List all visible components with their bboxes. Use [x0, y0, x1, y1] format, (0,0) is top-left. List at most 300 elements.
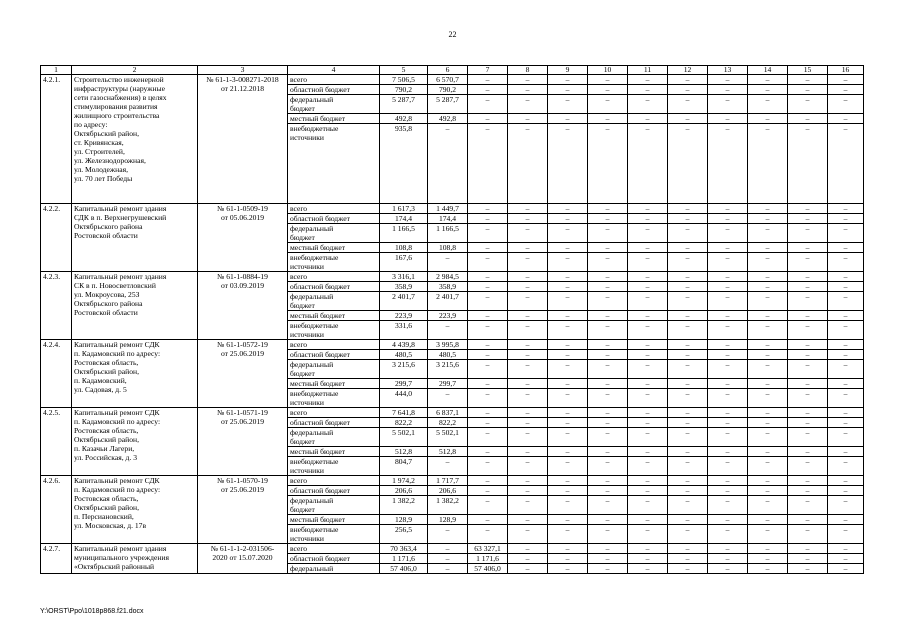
value-col-10: –	[588, 253, 628, 272]
value-col-5: 223,9	[380, 311, 428, 321]
value-col-13: –	[708, 321, 748, 340]
value-col-6: 174,4	[428, 214, 468, 224]
value-col-13: –	[708, 124, 748, 204]
value-col-7: –	[468, 272, 508, 282]
value-col-13: –	[708, 544, 748, 554]
value-col-15: –	[788, 243, 828, 253]
value-col-5: 3 215,6	[380, 360, 428, 379]
value-col-6: 790,2	[428, 85, 468, 95]
value-col-8: –	[508, 282, 548, 292]
value-col-9: –	[548, 428, 588, 447]
value-col-12: –	[668, 360, 708, 379]
value-col-13: –	[708, 272, 748, 282]
value-col-11: –	[628, 457, 668, 476]
value-col-6: –	[428, 253, 468, 272]
value-col-10: –	[588, 321, 628, 340]
value-col-13: –	[708, 350, 748, 360]
value-col-15: –	[788, 525, 828, 544]
value-col-11: –	[628, 282, 668, 292]
value-col-7: –	[468, 321, 508, 340]
value-col-5: 790,2	[380, 85, 428, 95]
value-col-9: –	[548, 525, 588, 544]
value-col-14: –	[748, 428, 788, 447]
value-col-13: –	[708, 564, 748, 574]
table-row	[41, 408, 864, 418]
value-col-15: –	[788, 204, 828, 214]
value-col-15: –	[788, 515, 828, 525]
value-col-9: –	[548, 360, 588, 379]
value-col-7: –	[468, 457, 508, 476]
value-col-12: –	[668, 243, 708, 253]
value-col-10: –	[588, 544, 628, 554]
value-col-5: 167,6	[380, 253, 428, 272]
expertise-document: № 61-1-0884-19 от 03.09.2019	[198, 272, 288, 340]
value-col-7: –	[468, 124, 508, 204]
value-col-7: –	[468, 428, 508, 447]
value-col-7: –	[468, 114, 508, 124]
value-col-16: –	[828, 75, 864, 85]
value-col-13: –	[708, 95, 748, 114]
value-col-13: –	[708, 554, 748, 564]
value-col-12: –	[668, 486, 708, 496]
object-name: Капитальный ремонт здания СДК в п. Верхнегрушевский Октябрьского района Ростовской области	[72, 204, 198, 272]
value-col-5: 4 439,8	[380, 340, 428, 350]
value-col-14: –	[748, 114, 788, 124]
funding-source: всего	[288, 476, 380, 486]
value-col-8: –	[508, 224, 548, 243]
value-col-12: –	[668, 554, 708, 564]
value-col-12: –	[668, 204, 708, 214]
value-col-8: –	[508, 85, 548, 95]
item-number: 4.2.3.	[41, 272, 72, 340]
value-col-5: 57 406,0	[380, 564, 428, 574]
value-col-14: –	[748, 496, 788, 515]
value-col-5: 1 166,5	[380, 224, 428, 243]
value-col-16: –	[828, 525, 864, 544]
funding-source: всего	[288, 75, 380, 85]
value-col-8: –	[508, 447, 548, 457]
funding-source: областной бюджет	[288, 350, 380, 360]
value-col-9: –	[548, 272, 588, 282]
value-col-15: –	[788, 272, 828, 282]
value-col-12: –	[668, 389, 708, 408]
value-col-11: –	[628, 350, 668, 360]
value-col-16: –	[828, 496, 864, 515]
value-col-12: –	[668, 253, 708, 272]
value-col-16: –	[828, 447, 864, 457]
value-col-14: –	[748, 360, 788, 379]
value-col-14: –	[748, 486, 788, 496]
value-col-10: –	[588, 389, 628, 408]
value-col-16: –	[828, 350, 864, 360]
value-col-6: –	[428, 525, 468, 544]
value-col-6: 223,9	[428, 311, 468, 321]
value-col-13: –	[708, 379, 748, 389]
value-col-15: –	[788, 360, 828, 379]
value-col-11: –	[628, 486, 668, 496]
value-col-16: –	[828, 544, 864, 554]
object-name: Капитальный ремонт СДК п. Кадамовский по адресу: Ростовская область, Октябрьский район, п. Казачьи Лагери, ул. Российская, д. 3	[72, 408, 198, 476]
value-col-16: –	[828, 114, 864, 124]
value-col-9: –	[548, 95, 588, 114]
value-col-5: 358,9	[380, 282, 428, 292]
value-col-9: –	[548, 75, 588, 85]
value-col-5: 174,4	[380, 214, 428, 224]
value-col-10: –	[588, 124, 628, 204]
value-col-11: –	[628, 418, 668, 428]
value-col-8: –	[508, 379, 548, 389]
value-col-5: 492,8	[380, 114, 428, 124]
funding-source: федеральный бюджет	[288, 292, 380, 311]
value-col-5: 5 502,1	[380, 428, 428, 447]
value-col-11: –	[628, 253, 668, 272]
funding-source: местный бюджет	[288, 243, 380, 253]
value-col-11: –	[628, 124, 668, 204]
value-col-16: –	[828, 292, 864, 311]
financing-table	[40, 65, 864, 574]
value-col-6: 128,9	[428, 515, 468, 525]
value-col-5: 1 974,2	[380, 476, 428, 486]
column-header: 16	[828, 66, 864, 75]
item-number: 4.2.6.	[41, 476, 72, 544]
value-col-11: –	[628, 85, 668, 95]
value-col-5: 1 382,2	[380, 496, 428, 515]
value-col-13: –	[708, 243, 748, 253]
column-header: 12	[668, 66, 708, 75]
value-col-6: 6 837,1	[428, 408, 468, 418]
value-col-12: –	[668, 515, 708, 525]
value-col-14: –	[748, 564, 788, 574]
value-col-13: –	[708, 292, 748, 311]
item-number: 4.2.2.	[41, 204, 72, 272]
value-col-8: –	[508, 204, 548, 214]
value-col-12: –	[668, 418, 708, 428]
value-col-16: –	[828, 124, 864, 204]
value-col-15: –	[788, 379, 828, 389]
value-col-6: 492,8	[428, 114, 468, 124]
value-col-7: –	[468, 360, 508, 379]
value-col-7: –	[468, 85, 508, 95]
value-col-5: 206,6	[380, 486, 428, 496]
funding-source: внебюджетные источники	[288, 525, 380, 544]
value-col-6: 822,2	[428, 418, 468, 428]
value-col-13: –	[708, 496, 748, 515]
value-col-8: –	[508, 95, 548, 114]
value-col-9: –	[548, 340, 588, 350]
value-col-13: –	[708, 311, 748, 321]
value-col-14: –	[748, 85, 788, 95]
value-col-11: –	[628, 292, 668, 311]
value-col-5: 299,7	[380, 379, 428, 389]
value-col-16: –	[828, 486, 864, 496]
value-col-14: –	[748, 272, 788, 282]
value-col-7: –	[468, 515, 508, 525]
value-col-9: –	[548, 253, 588, 272]
value-col-12: –	[668, 114, 708, 124]
value-col-15: –	[788, 124, 828, 204]
value-col-6: –	[428, 389, 468, 408]
expertise-document: № 61-1-3-008271-2018 от 21.12.2018	[198, 75, 288, 204]
value-col-14: –	[748, 204, 788, 214]
value-col-5: 7 506,5	[380, 75, 428, 85]
column-header: 2	[72, 66, 198, 75]
object-name: Строительство инженерной инфраструктуры (наружные сети газоснабжения) в целях стимулирования развития жилищного строительства по адресу: Октябрьский район, ст. Кривянская, ул. Строителей, ул. Железнодорожная, ул. Молодежная, ул. 70 лет Победы	[72, 75, 198, 204]
value-col-10: –	[588, 525, 628, 544]
value-col-6: 1 166,5	[428, 224, 468, 243]
value-col-16: –	[828, 204, 864, 214]
value-col-16: –	[828, 389, 864, 408]
value-col-6: 1 717,7	[428, 476, 468, 486]
value-col-15: –	[788, 447, 828, 457]
value-col-12: –	[668, 408, 708, 418]
value-col-5: 2 401,7	[380, 292, 428, 311]
value-col-9: –	[548, 350, 588, 360]
value-col-10: –	[588, 515, 628, 525]
value-col-8: –	[508, 389, 548, 408]
table-row	[41, 204, 864, 214]
value-col-8: –	[508, 360, 548, 379]
value-col-14: –	[748, 476, 788, 486]
value-col-7: –	[468, 418, 508, 428]
value-col-9: –	[548, 204, 588, 214]
value-col-6: 2 984,5	[428, 272, 468, 282]
funding-source: областной бюджет	[288, 486, 380, 496]
value-col-11: –	[628, 515, 668, 525]
value-col-15: –	[788, 564, 828, 574]
value-col-15: –	[788, 544, 828, 554]
value-col-12: –	[668, 496, 708, 515]
value-col-9: –	[548, 292, 588, 311]
value-col-11: –	[628, 243, 668, 253]
value-col-13: –	[708, 515, 748, 525]
value-col-6: 6 570,7	[428, 75, 468, 85]
page-number: 22	[448, 30, 457, 39]
value-col-9: –	[548, 243, 588, 253]
value-col-8: –	[508, 515, 548, 525]
value-col-16: –	[828, 554, 864, 564]
value-col-14: –	[748, 447, 788, 457]
value-col-8: –	[508, 564, 548, 574]
value-col-5: 935,8	[380, 124, 428, 204]
value-col-7: –	[468, 476, 508, 486]
funding-source: федеральный бюджет	[288, 95, 380, 114]
value-col-13: –	[708, 340, 748, 350]
value-col-11: –	[628, 340, 668, 350]
value-col-9: –	[548, 515, 588, 525]
value-col-14: –	[748, 554, 788, 564]
value-col-15: –	[788, 311, 828, 321]
object-name: Капитальный ремонт здания СК в п. Новосветловский ул. Мокроусова, 25З Октябрьского района Ростовской области	[72, 272, 198, 340]
value-col-10: –	[588, 224, 628, 243]
value-col-14: –	[748, 525, 788, 544]
value-col-16: –	[828, 272, 864, 282]
value-col-6: 5 287,7	[428, 95, 468, 114]
column-header: 7	[468, 66, 508, 75]
column-header: 15	[788, 66, 828, 75]
value-col-8: –	[508, 544, 548, 554]
value-col-14: –	[748, 224, 788, 243]
value-col-16: –	[828, 408, 864, 418]
value-col-6: 358,9	[428, 282, 468, 292]
header-row	[41, 66, 864, 75]
value-col-12: –	[668, 214, 708, 224]
value-col-14: –	[748, 457, 788, 476]
value-col-11: –	[628, 525, 668, 544]
value-col-11: –	[628, 95, 668, 114]
value-col-15: –	[788, 224, 828, 243]
value-col-9: –	[548, 408, 588, 418]
funding-source: областной бюджет	[288, 214, 380, 224]
value-col-15: –	[788, 418, 828, 428]
value-col-12: –	[668, 321, 708, 340]
column-header: 9	[548, 66, 588, 75]
object-name: Капитальный ремонт СДК п. Кадамовский по адресу: Ростовская область, Октябрьский район, п. Кадамовский, ул. Садовая, д. 5	[72, 340, 198, 408]
value-col-11: –	[628, 408, 668, 418]
funding-source: федеральный бюджет	[288, 428, 380, 447]
value-col-13: –	[708, 389, 748, 408]
funding-source: внебюджетные источники	[288, 321, 380, 340]
value-col-10: –	[588, 554, 628, 564]
value-col-9: –	[548, 486, 588, 496]
value-col-16: –	[828, 379, 864, 389]
value-col-15: –	[788, 496, 828, 515]
value-col-10: –	[588, 457, 628, 476]
item-number: 4.2.1.	[41, 75, 72, 204]
value-col-9: –	[548, 85, 588, 95]
value-col-9: –	[548, 447, 588, 457]
value-col-15: –	[788, 292, 828, 311]
value-col-7: –	[468, 214, 508, 224]
value-col-16: –	[828, 428, 864, 447]
value-col-10: –	[588, 204, 628, 214]
value-col-11: –	[628, 311, 668, 321]
value-col-10: –	[588, 95, 628, 114]
value-col-16: –	[828, 253, 864, 272]
value-col-14: –	[748, 75, 788, 85]
value-col-11: –	[628, 360, 668, 379]
value-col-9: –	[548, 389, 588, 408]
value-col-14: –	[748, 544, 788, 554]
value-col-7: –	[468, 292, 508, 311]
value-col-7: –	[468, 379, 508, 389]
funding-source: местный бюджет	[288, 311, 380, 321]
value-col-16: –	[828, 95, 864, 114]
value-col-9: –	[548, 476, 588, 486]
funding-source: федеральный	[288, 564, 380, 574]
value-col-10: –	[588, 486, 628, 496]
value-col-10: –	[588, 496, 628, 515]
value-col-5: 512,8	[380, 447, 428, 457]
expertise-document: № 61-1-0571-19 от 25.06.2019	[198, 408, 288, 476]
value-col-10: –	[588, 360, 628, 379]
value-col-16: –	[828, 564, 864, 574]
funding-source: внебюджетные источники	[288, 389, 380, 408]
value-col-13: –	[708, 428, 748, 447]
value-col-8: –	[508, 486, 548, 496]
value-col-16: –	[828, 243, 864, 253]
value-col-15: –	[788, 486, 828, 496]
value-col-8: –	[508, 496, 548, 515]
value-col-5: 7 641,8	[380, 408, 428, 418]
object-name: Капитальный ремонт СДК п. Кадамовский по адресу: Ростовская область, Октябрьский район, п. Персиановский, ул. Московская, д. 17в	[72, 476, 198, 544]
value-col-10: –	[588, 272, 628, 282]
value-col-5: 822,2	[380, 418, 428, 428]
value-col-6: –	[428, 321, 468, 340]
value-col-6: 3 995,8	[428, 340, 468, 350]
value-col-10: –	[588, 428, 628, 447]
value-col-7: –	[468, 350, 508, 360]
value-col-14: –	[748, 418, 788, 428]
value-col-6: 2 401,7	[428, 292, 468, 311]
value-col-14: –	[748, 311, 788, 321]
value-col-13: –	[708, 476, 748, 486]
value-col-6: –	[428, 124, 468, 204]
value-col-16: –	[828, 321, 864, 340]
value-col-10: –	[588, 418, 628, 428]
value-col-6: 206,6	[428, 486, 468, 496]
value-col-15: –	[788, 253, 828, 272]
funding-source: внебюджетные источники	[288, 457, 380, 476]
funding-source: областной бюджет	[288, 85, 380, 95]
value-col-5: 1 171,6	[380, 554, 428, 564]
value-col-8: –	[508, 476, 548, 486]
value-col-7: –	[468, 389, 508, 408]
value-col-15: –	[788, 554, 828, 564]
value-col-6: 5 502,1	[428, 428, 468, 447]
value-col-7: –	[468, 204, 508, 214]
value-col-12: –	[668, 95, 708, 114]
file-path-footer: Y:\ORST\Ppo\1018p868.f21.docx	[40, 608, 144, 615]
value-col-7: –	[468, 95, 508, 114]
value-col-8: –	[508, 243, 548, 253]
value-col-15: –	[788, 389, 828, 408]
value-col-14: –	[748, 350, 788, 360]
value-col-13: –	[708, 75, 748, 85]
table-row	[41, 75, 864, 85]
value-col-14: –	[748, 321, 788, 340]
value-col-8: –	[508, 408, 548, 418]
value-col-16: –	[828, 476, 864, 486]
value-col-6: 108,8	[428, 243, 468, 253]
value-col-8: –	[508, 428, 548, 447]
value-col-12: –	[668, 272, 708, 282]
column-header: 6	[428, 66, 468, 75]
value-col-6: 512,8	[428, 447, 468, 457]
funding-source: областной бюджет	[288, 282, 380, 292]
value-col-12: –	[668, 379, 708, 389]
value-col-8: –	[508, 311, 548, 321]
funding-source: местный бюджет	[288, 447, 380, 457]
value-col-9: –	[548, 554, 588, 564]
column-header: 1	[41, 66, 72, 75]
value-col-11: –	[628, 114, 668, 124]
value-col-8: –	[508, 114, 548, 124]
value-col-12: –	[668, 447, 708, 457]
value-col-14: –	[748, 379, 788, 389]
value-col-10: –	[588, 243, 628, 253]
expertise-document: № 61-1-0509-19 от 05.06.2019	[198, 204, 288, 272]
value-col-9: –	[548, 214, 588, 224]
value-col-7: –	[468, 486, 508, 496]
value-col-15: –	[788, 214, 828, 224]
value-col-7: 1 171,6	[468, 554, 508, 564]
value-col-12: –	[668, 428, 708, 447]
funding-source: федеральный бюджет	[288, 496, 380, 515]
table-row	[41, 544, 864, 554]
value-col-16: –	[828, 360, 864, 379]
value-col-7: –	[468, 224, 508, 243]
value-col-6: 299,7	[428, 379, 468, 389]
